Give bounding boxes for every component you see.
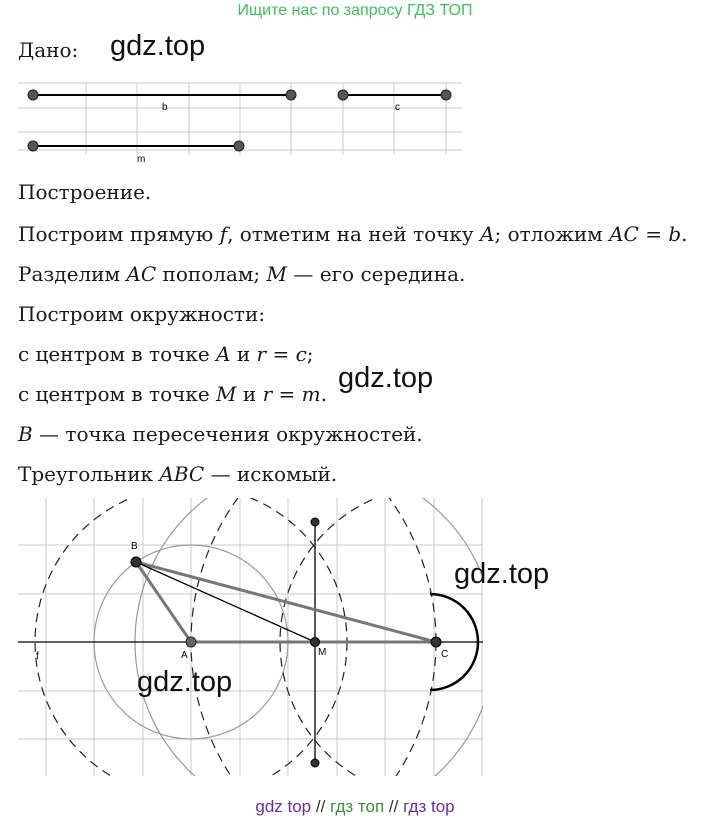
watermark: gdz.top <box>338 362 434 394</box>
watermark: gdz.top <box>454 558 550 590</box>
footer-separator: // <box>384 797 404 816</box>
point-M <box>311 638 320 647</box>
footer-part-3: гдз top <box>403 797 455 816</box>
label-B: B <box>131 541 138 552</box>
step-4: с центром в точке A и r = c; <box>18 342 314 366</box>
step-1: Построим прямую f, отметим на ней точку A; отложим AC = b. <box>18 222 688 246</box>
watermark: gdz.top <box>110 30 206 62</box>
label-C: C <box>441 649 449 660</box>
top-banner: Ищите нас по запросу ГДЗ ТОП <box>237 2 473 19</box>
arc-circle-C-large <box>191 397 681 800</box>
point-C <box>431 637 441 647</box>
step-3: Построим окружности: <box>18 302 266 326</box>
watermark: gdz.top <box>137 666 233 698</box>
given-label: Дано: <box>18 38 79 62</box>
footer <box>0 797 710 817</box>
label-c: c <box>395 102 400 113</box>
label-A: A <box>181 650 188 661</box>
point-A <box>186 637 196 647</box>
point-B <box>131 557 141 567</box>
footer-separator: // <box>311 797 331 816</box>
step-6: B — точка пересечения окружностей. <box>18 422 423 446</box>
step-5: с центром в точке M и r = m. <box>18 382 327 406</box>
step-7: Треугольник ABC — искомый. <box>18 462 338 486</box>
footer-part-2: гдз топ <box>330 797 385 816</box>
construction-title: Построение. <box>18 180 152 204</box>
bisector-bottom-point <box>311 759 319 767</box>
step-2: Разделим AC пополам; M — его середина. <box>18 262 466 286</box>
label-m: m <box>137 154 146 165</box>
footer-part-1: gdz top <box>255 797 312 816</box>
label-b: b <box>162 102 168 113</box>
label-f: f <box>36 651 39 662</box>
bisector-top-point <box>311 518 319 526</box>
label-M: M <box>318 647 327 658</box>
